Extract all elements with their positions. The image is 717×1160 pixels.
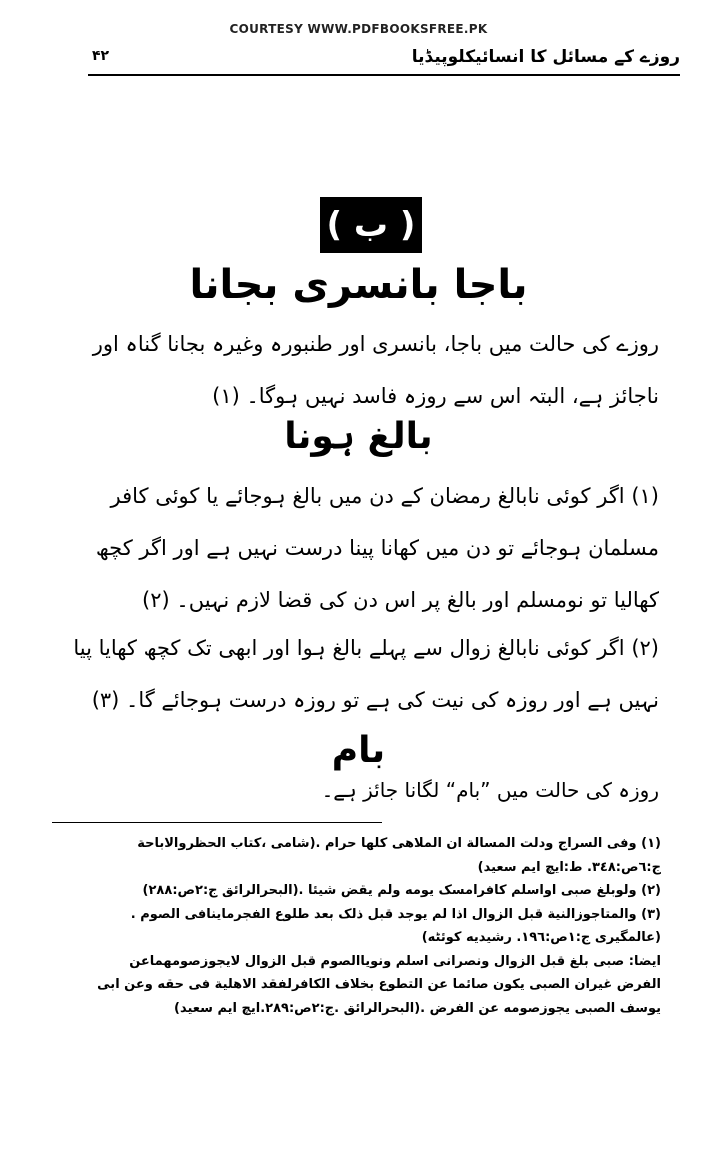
heading-baligh-hona: بالغ ہونا (284, 416, 433, 457)
footnotes-block (51, 832, 661, 1020)
heading-baja-bansri: باجا بانسری بجانا (189, 262, 528, 308)
paragraph-baligh-1: (۱) اگر کوئی نابالغ رمضان کے دن میں بالغ ہوجائے یا کوئی کافر مسلمان ہوجائے تو دن میں کھانا پینا درست نہیں ہے اور اگر کچھ کھالیا تو نومسلم اور بالغ پر اس دن کی قضا لازم نہیں۔ (۲) (95, 484, 659, 612)
footnote-divider (52, 822, 382, 823)
footnote-line: ج:٦ص:٣٤٨. ط:ایچ ایم سعید) (477, 859, 661, 875)
section-letter-box: ( ب ) (320, 197, 422, 253)
footnote-line: (عالمگیری ج:۱ص:۱۹٦. رشیدیه کوئٹه) (421, 930, 661, 945)
footnote-line: (۳) والمتاجوزالنیة قبل الزوال اذا لم یوجد قبل ذلک بعد طلوع الفجرماینافی الصوم . (130, 906, 661, 922)
courtesy-watermark: COURTESY WWW.PDFBOOKSFREE.PK (229, 22, 488, 36)
footnote-line: ایضا: صبی بلغ قبل الزوال ونصرانی اسلم ونویاالصوم قبل الزوال لایجوزصومهماعن (129, 953, 661, 969)
footnote-line: الفرض غیران الصبی یکون صائما عن التطوع بخلاف الکافرلفقد الاهلیة فی حقه وعن ابی (97, 977, 661, 992)
paragraph-baam: روزہ کی حالت میں ”بام“ لگانا جائز ہے۔ (321, 778, 659, 802)
page-number: ۴۲ (92, 48, 110, 64)
footnote-line: یوسف الصبی یجوزصومه عن الفرض .(البحرالرائق .ج:۲ص:٢٨٩.ایچ ایم سعید) (174, 1000, 661, 1016)
footnote-line: (۱) وفی السراج ودلت المسالة ان الملاهی کلها حرام .(شامی ،کتاب الحظروالاباحة (137, 836, 661, 851)
paragraph-baligh-2: (۲) اگر کوئی نابالغ زوال سے پہلے بالغ ہوا اور ابھی تک کچھ کھایا پیا نہیں ہے اور روزہ کی نیت کی ہے تو روزہ درست ہوجائے گا۔ (۳) (73, 636, 659, 712)
heading-baam: بام (331, 730, 386, 771)
running-header (88, 44, 680, 76)
paragraph-baja-bansri: روزے کی حالت میں باجا، بانسری اور طنبورہ وغیرہ بجانا گناہ اور ناجائز ہے، البتہ اس سے روزہ فاسد نہیں ہوگا۔ (۱) (92, 332, 659, 408)
footnote-line: (۲) ولوبلغ صبی اواسلم کافرامسک یومه ولم یقض شیئا .(البحرالرائق ج:۲ص:۲۸۸) (142, 883, 661, 898)
book-title: روزے کے مسائل کا انسائیکلوپیڈیا (411, 47, 680, 67)
